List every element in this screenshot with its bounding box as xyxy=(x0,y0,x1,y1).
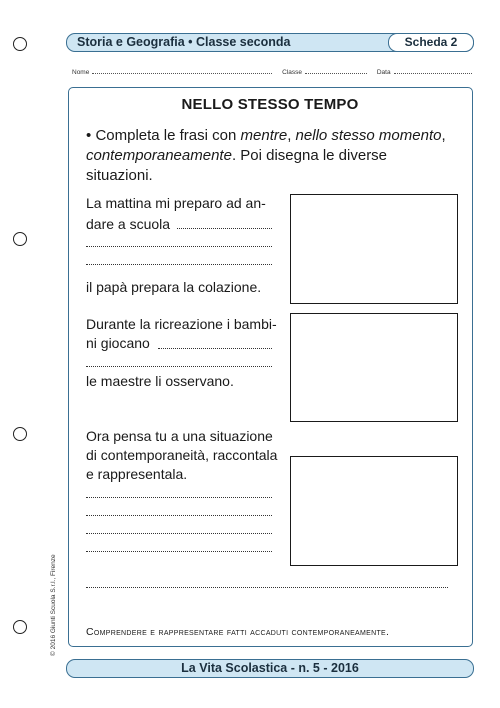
copyright-notice: © 2016 Giunti Scuola S.r.l., Firenze xyxy=(50,554,57,656)
date-label: Data xyxy=(376,69,391,76)
exercise1-blank3[interactable] xyxy=(86,264,272,265)
instruction-sep1: , xyxy=(287,127,296,144)
name-label: Nome xyxy=(72,69,90,76)
sheet-number-tab xyxy=(388,33,474,52)
exercise2-blank2[interactable] xyxy=(86,366,272,367)
name-field[interactable] xyxy=(92,68,272,74)
instruction-sep2: , xyxy=(441,127,446,144)
instruction-part1: Completa le frasi con xyxy=(95,127,241,144)
worksheet-title: NELLO STESSO TEMPO xyxy=(181,96,359,113)
keyword-contemporaneamente: contemporaneamente xyxy=(86,147,232,164)
exercise2-line3: le maestre li osservano. xyxy=(86,373,234,389)
class-label: Classe xyxy=(282,69,303,76)
bullet: • xyxy=(86,127,92,144)
exercise3-blank1[interactable] xyxy=(86,497,272,498)
header-bar xyxy=(66,33,474,52)
exercise3-line1: Ora pensa tu a una situazione xyxy=(86,428,273,444)
header-subject: Storia e Geografia • Classe seconda xyxy=(77,35,291,49)
exercise3-blank-long[interactable] xyxy=(86,587,448,588)
exercise3-line2: di contemporaneità, raccontala xyxy=(86,447,278,463)
binder-hole-lower-middle xyxy=(13,427,27,441)
exercise2-line2: ni giocano xyxy=(86,335,150,351)
instruction-text xyxy=(86,126,456,186)
footer-bar xyxy=(66,659,474,678)
date-field[interactable] xyxy=(394,68,472,74)
binder-hole-bottom xyxy=(13,620,27,634)
learning-objective: Comprendere e rappresentare fatti accaduti contemporaneamente. xyxy=(86,626,390,638)
sheet-number: Scheda 2 xyxy=(404,35,458,49)
keyword-nello-stesso-momento: nello stesso momento xyxy=(295,127,442,144)
drawing-box-3[interactable] xyxy=(290,456,458,566)
exercise1-line3: il papà prepara la colazione. xyxy=(86,279,262,295)
exercise1-line2: dare a scuola xyxy=(86,216,171,232)
exercise3-blank2[interactable] xyxy=(86,515,272,516)
exercise3-blank3[interactable] xyxy=(86,533,272,534)
instruction-part2: . Poi disegna le diverse situazioni. xyxy=(86,147,388,184)
drawing-box-1[interactable] xyxy=(290,194,458,304)
keyword-mentre: mentre xyxy=(240,127,288,144)
binder-hole-top xyxy=(13,37,27,51)
exercise2-blank1[interactable] xyxy=(158,348,272,349)
exercise1-line1: La mattina mi preparo ad an- xyxy=(86,195,266,211)
student-fields xyxy=(72,68,472,76)
footer-publication: La Vita Scolastica - n. 5 - 2016 xyxy=(181,661,359,675)
exercise2-line1: Durante la ricreazione i bambi- xyxy=(86,316,277,332)
class-field[interactable] xyxy=(305,68,367,74)
drawing-box-2[interactable] xyxy=(290,313,458,422)
exercise3-line3: e rappresentala. xyxy=(86,466,188,482)
binder-hole-upper-middle xyxy=(13,232,27,246)
exercise3-blank4[interactable] xyxy=(86,551,272,552)
exercise1-blank1[interactable] xyxy=(177,228,272,229)
exercise1-blank2[interactable] xyxy=(86,246,272,247)
